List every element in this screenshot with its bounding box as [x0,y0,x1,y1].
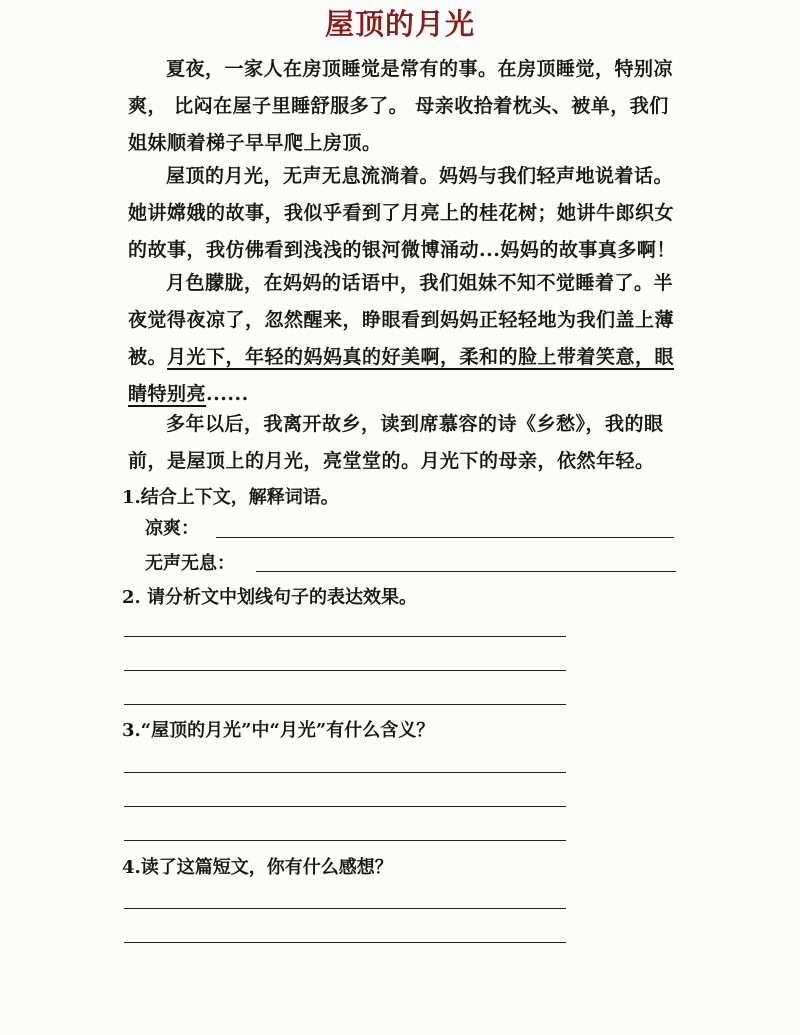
page-title: 屋顶的月光 [324,7,475,41]
underlined-sentence: 月光下，年轻的妈妈真的好美啊，柔和的脸上带着笑意，眼睛特别亮 [128,346,675,405]
question-2: 2. 请分析文中划线句子的表达效果。 [122,587,418,608]
paragraph-1 [128,51,688,162]
paragraph-3-ellipsis: ...... [206,383,249,405]
answer-line-q4-2[interactable] [124,942,566,943]
question-4: 4.读了这篇短文，你有什么感想？ [122,857,393,878]
question-1: 1.结合上下文，解释词语。 [122,487,339,508]
paragraph-4 [128,406,688,480]
answer-line-q2-1[interactable] [124,636,566,637]
answer-line-q2-3[interactable] [124,704,566,705]
question-3: 3.“屋顶的月光”中“月光”有什么含义？ [122,720,435,741]
answer-line-q2-2[interactable] [124,670,566,671]
paragraph-3-text: 月色朦胧，在妈妈的话语中，我们姐妹不知不觉睡着了。半夜觉得夜凉了，忽然醒来，睁眼看到妈妈正轻轻地为我们盖上薄被。 [128,272,675,368]
paragraph-3 [128,265,688,413]
answer-line-wushengwuxi[interactable] [256,571,676,572]
answer-line-liangshuang[interactable] [216,537,674,538]
answer-line-q3-1[interactable] [124,772,566,773]
paragraph-4-text: 多年以后，我离开故乡，读到席慕容的诗《乡愁》，我的眼前，是屋顶上的月光，亮堂堂的。月光下的母亲，依然年轻。 [128,413,664,472]
paragraph-1-text: 夏夜，一家人在房顶睡觉是常有的事。在房顶睡觉，特别凉爽， 比闷在屋子里睡舒服多了。 母亲收拾着枕头、被单，我们姐妹顺着梯子早早爬上房顶。 [128,58,674,154]
term-liangshuang-label: 凉爽： [145,518,199,539]
term-wushengwuxi-label: 无声无息： [145,553,235,574]
answer-line-q3-3[interactable] [124,840,566,841]
paragraph-2-text: 屋顶的月光，无声无息流淌着。妈妈与我们轻声地说着话。她讲嫦娥的故事，我似乎看到了月亮上的桂花树；她讲牛郎织女的故事，我仿佛看到浅浅的银河微博涌动...妈妈的故事真多啊！ [128,165,676,261]
answer-line-q3-2[interactable] [124,806,566,807]
answer-line-q4-1[interactable] [124,908,566,909]
paragraph-2 [128,158,688,269]
